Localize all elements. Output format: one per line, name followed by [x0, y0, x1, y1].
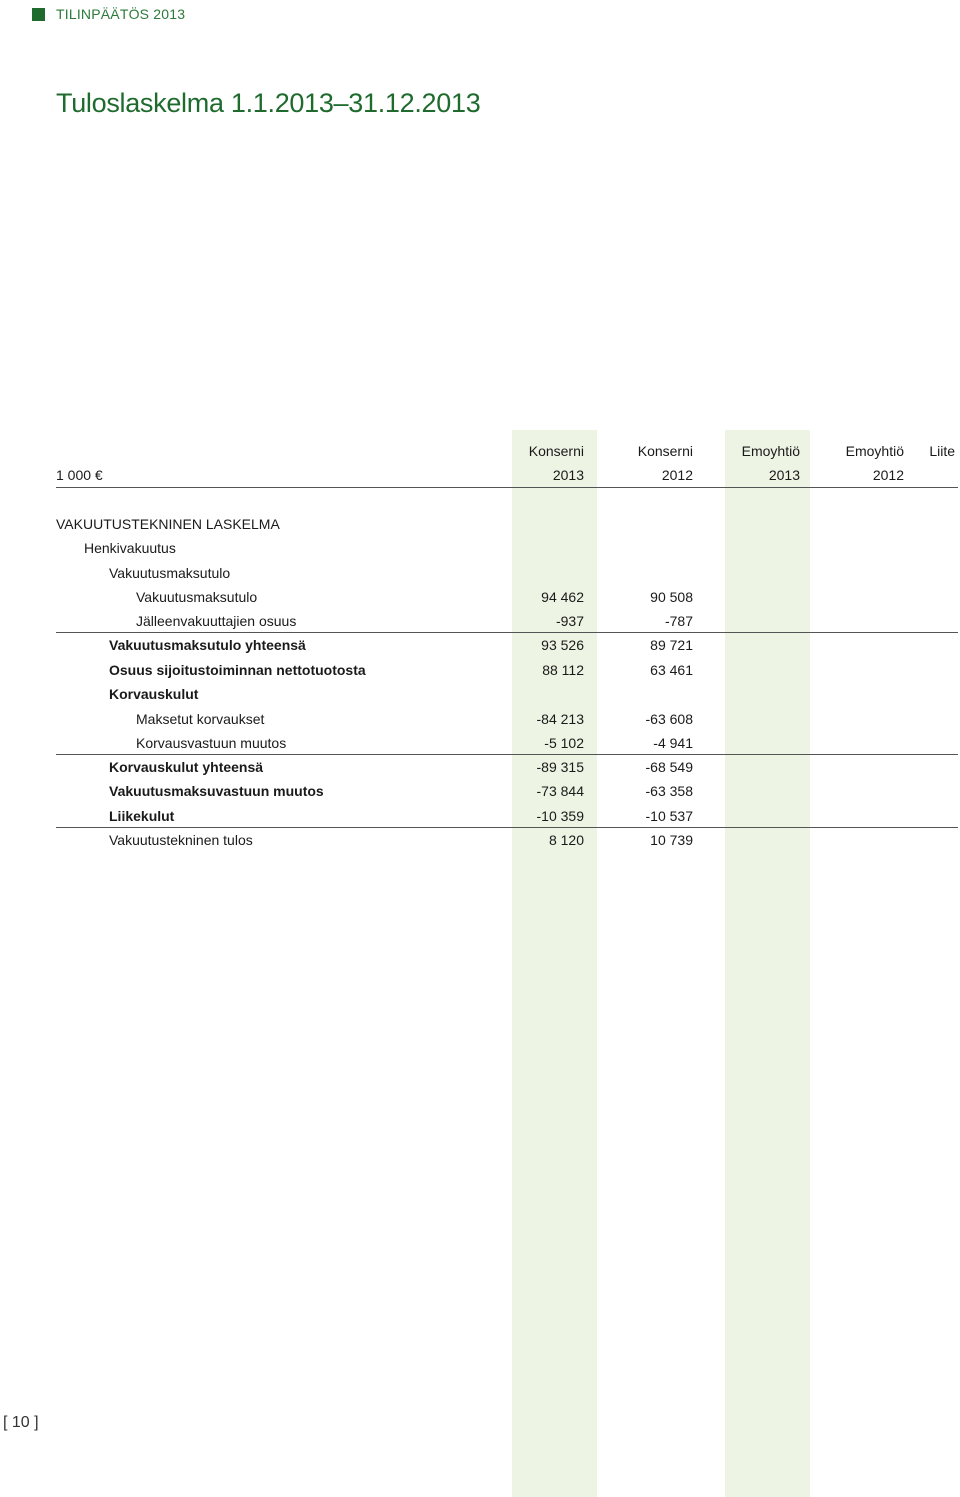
- table-row: [0, 683, 960, 707]
- row-label: Vakuutustekninen tulos: [109, 832, 253, 848]
- row-divider: [56, 632, 958, 633]
- row-label: Vakuutusmaksuvastuun muutos: [109, 783, 324, 799]
- table-row: [0, 708, 960, 732]
- cell-value: -68 549: [645, 759, 693, 775]
- row-label: Korvauskulut: [109, 686, 199, 702]
- table-row: [0, 586, 960, 610]
- row-divider: [56, 754, 958, 755]
- cell-value: -89 315: [536, 759, 584, 775]
- column-year: 2012: [872, 467, 904, 483]
- table-row: [0, 829, 960, 853]
- table-row: [0, 756, 960, 780]
- cell-value: 94 462: [541, 589, 584, 605]
- cell-value: 63 461: [650, 662, 693, 678]
- table-row: [0, 513, 960, 537]
- table-row: [0, 780, 960, 804]
- table-row: [0, 562, 960, 586]
- cell-value: -10 359: [536, 808, 584, 824]
- column-header: Liite: [929, 443, 955, 459]
- row-label: Liikekulut: [109, 808, 175, 824]
- column-header: Emoyhtiö: [845, 443, 904, 459]
- cell-value: -937: [555, 613, 584, 629]
- header-divider: [56, 487, 958, 488]
- unit-label: 1 000 €: [56, 467, 103, 483]
- page-number: [ 10 ]: [3, 1414, 39, 1431]
- cell-value: -787: [664, 613, 693, 629]
- row-label: Korvauskulut yhteensä: [109, 759, 264, 775]
- table-header-entities: [0, 440, 960, 464]
- cell-value: -10 537: [645, 808, 693, 824]
- cell-value: -73 844: [536, 783, 584, 799]
- row-label: Vakuutusmaksutulo yhteensä: [109, 637, 306, 653]
- column-year: 2012: [661, 467, 693, 483]
- column-header: Konserni: [528, 443, 584, 459]
- header-label: TILINPÄÄTÖS 2013: [56, 6, 186, 22]
- row-label: Osuus sijoitustoiminnan nettotuotosta: [109, 662, 366, 678]
- cell-value: -63 358: [645, 783, 693, 799]
- column-year: 2013: [552, 467, 584, 483]
- table-row: [0, 634, 960, 658]
- row-label: VAKUUTUSTEKNINEN LASKELMA: [56, 516, 280, 532]
- cell-value: 10 739: [650, 832, 693, 848]
- cell-value: -4 941: [653, 735, 693, 751]
- table-header-years: [0, 464, 960, 488]
- cell-value: -84 213: [536, 711, 584, 727]
- cell-value: 93 526: [541, 637, 584, 653]
- table-row: [0, 659, 960, 683]
- column-header: Emoyhtiö: [741, 443, 800, 459]
- cell-value: 90 508: [650, 589, 693, 605]
- cell-value: 8 120: [548, 832, 584, 848]
- table-row: [0, 805, 960, 829]
- row-label: Vakuutusmaksutulo: [136, 589, 258, 605]
- row-label: Henkivakuutus: [84, 540, 176, 556]
- row-label: Korvausvastuun muutos: [136, 735, 287, 751]
- cell-value: 88 112: [542, 662, 584, 678]
- row-label: Jälleenvakuuttajien osuus: [136, 613, 297, 629]
- row-label: Maksetut korvaukset: [136, 711, 265, 727]
- row-divider: [56, 827, 958, 828]
- cell-value: -63 608: [645, 711, 693, 727]
- column-header: Konserni: [637, 443, 693, 459]
- table-row: [0, 537, 960, 561]
- table-row: [0, 610, 960, 634]
- table-row: [0, 732, 960, 756]
- cell-value: 89 721: [650, 637, 693, 653]
- page-title: Tuloslaskelma 1.1.2013–31.12.2013: [56, 88, 481, 118]
- column-year: 2013: [768, 467, 800, 483]
- row-label: Vakuutusmaksutulo: [109, 565, 231, 581]
- header-square-icon: [32, 8, 45, 21]
- cell-value: -5 102: [544, 735, 584, 751]
